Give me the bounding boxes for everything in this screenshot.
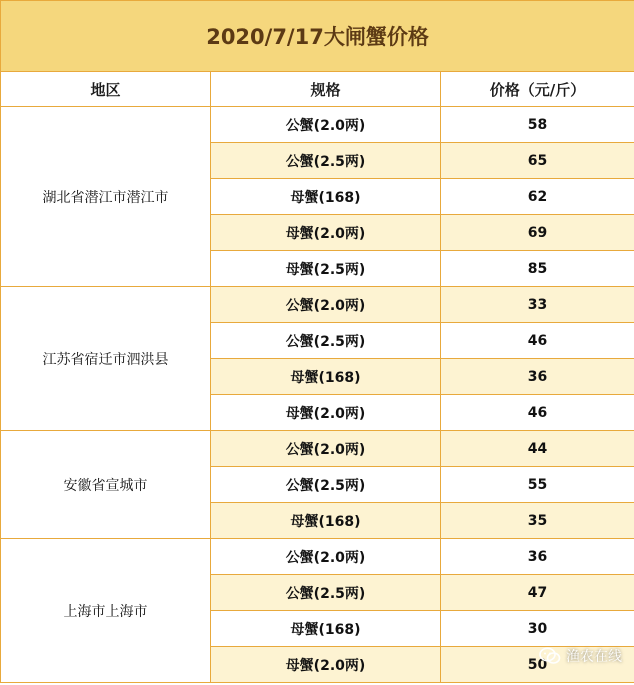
region-cell: 安徽省宣城市 [1, 431, 211, 539]
price-cell: 35 [441, 503, 634, 539]
region-cell: 湖北省潜江市潜江市 [1, 107, 211, 287]
column-header-spec: 规格 [211, 72, 441, 107]
spec-cell: 母蟹(168) [211, 611, 441, 647]
region-cell: 上海市上海市 [1, 539, 211, 683]
column-header-region: 地区 [1, 72, 211, 107]
spec-cell: 公蟹(2.5两) [211, 467, 441, 503]
spec-cell: 公蟹(2.5两) [211, 575, 441, 611]
price-cell: 44 [441, 431, 634, 467]
spec-cell: 母蟹(168) [211, 503, 441, 539]
price-cell: 30 [441, 611, 634, 647]
spec-cell: 母蟹(2.0两) [211, 647, 441, 683]
spec-cell: 母蟹(168) [211, 179, 441, 215]
table-row [1, 107, 634, 143]
spec-cell: 母蟹(2.0两) [211, 215, 441, 251]
page-title: 2020/7/17大闸蟹价格 [1, 1, 634, 72]
table-row [1, 431, 634, 467]
wechat-icon [539, 647, 561, 665]
price-cell: 36 [441, 539, 634, 575]
price-cell: 50 [441, 647, 634, 683]
price-cell: 69 [441, 215, 634, 251]
spec-cell: 母蟹(2.5两) [211, 251, 441, 287]
price-cell: 85 [441, 251, 634, 287]
region-cell: 江苏省宿迁市泗洪县 [1, 287, 211, 431]
column-header-price: 价格（元/斤） [441, 72, 634, 107]
spec-cell: 公蟹(2.0两) [211, 431, 441, 467]
price-cell: 36 [441, 359, 634, 395]
price-cell: 46 [441, 395, 634, 431]
spec-cell: 母蟹(168) [211, 359, 441, 395]
watermark-label: 渔农在线 [566, 649, 622, 665]
spec-cell: 公蟹(2.5两) [211, 323, 441, 359]
price-cell: 65 [441, 143, 634, 179]
spec-cell: 公蟹(2.0两) [211, 287, 441, 323]
watermark [539, 646, 622, 666]
price-cell: 62 [441, 179, 634, 215]
spec-cell: 公蟹(2.0两) [211, 107, 441, 143]
table-row [1, 539, 634, 575]
price-cell: 58 [441, 107, 634, 143]
spec-cell: 公蟹(2.5两) [211, 143, 441, 179]
spec-cell: 公蟹(2.0两) [211, 539, 441, 575]
price-cell: 46 [441, 323, 634, 359]
table-row [1, 287, 634, 323]
spec-cell: 母蟹(2.0两) [211, 395, 441, 431]
price-cell: 55 [441, 467, 634, 503]
table-body [1, 107, 634, 683]
price-cell: 47 [441, 575, 634, 611]
price-cell: 33 [441, 287, 634, 323]
